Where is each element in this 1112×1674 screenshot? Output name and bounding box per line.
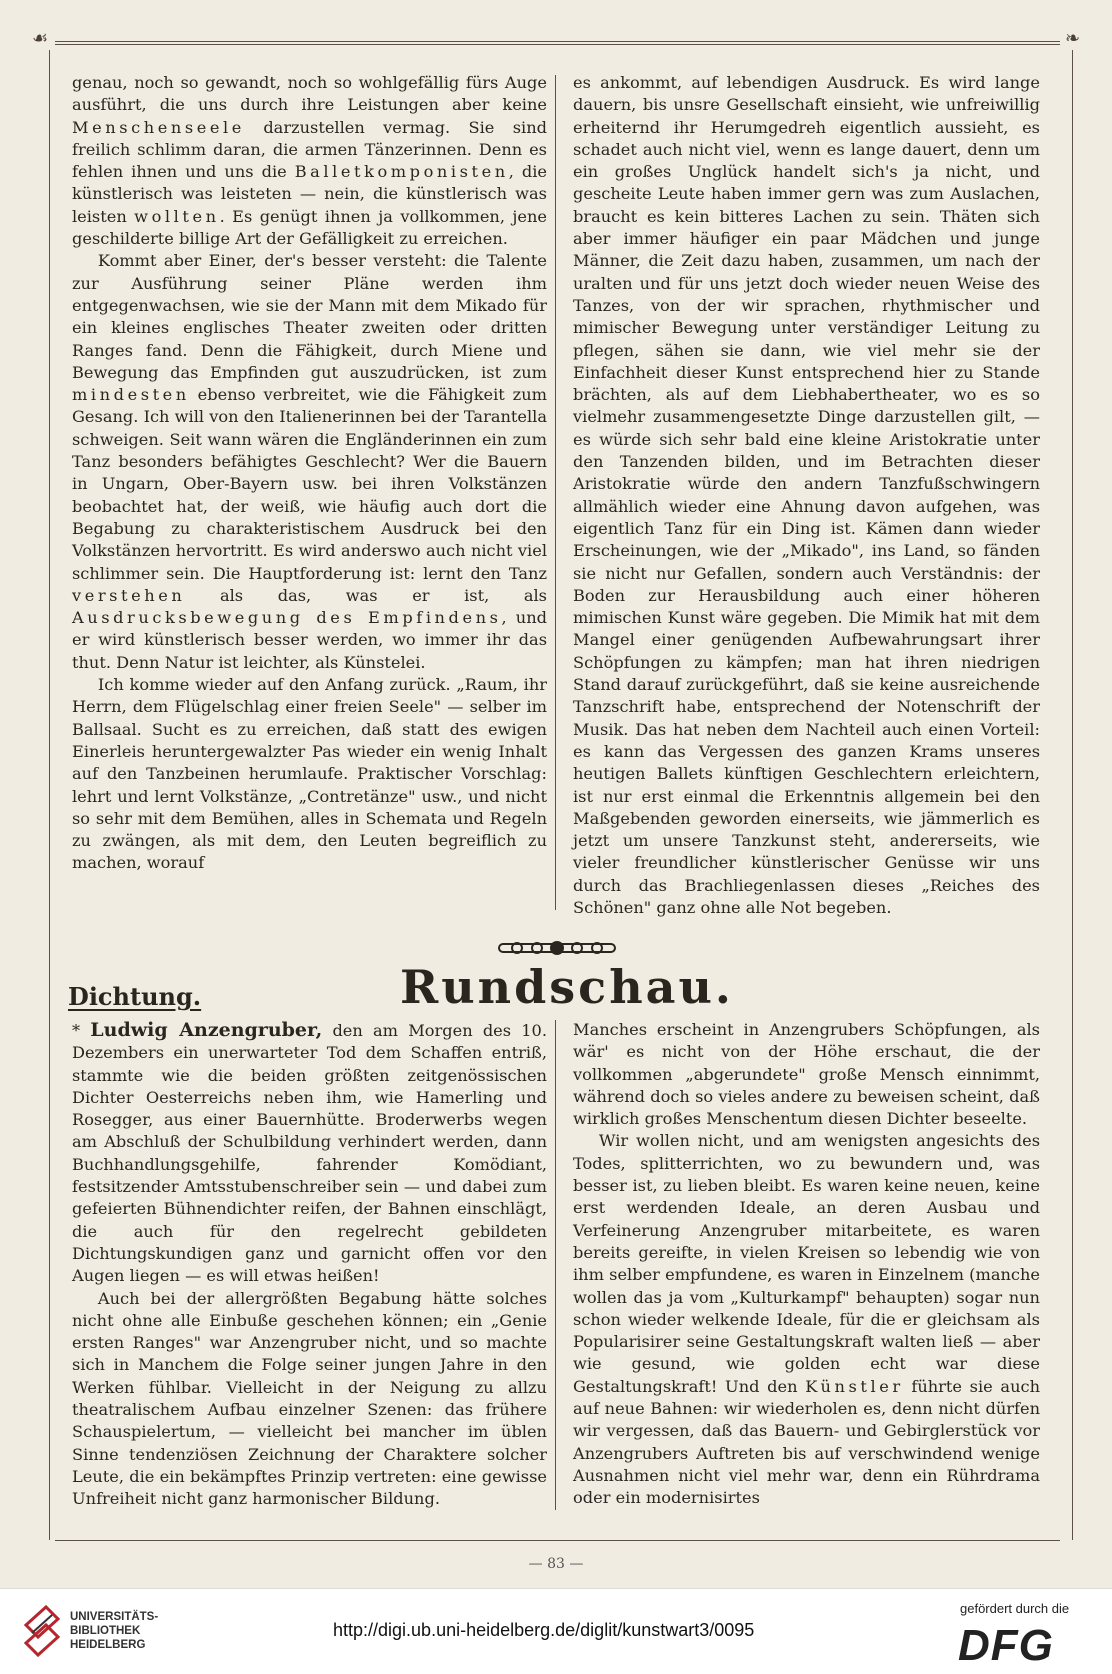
spaced-emphasis: Künstler [805, 1376, 904, 1396]
page-number: — 83 — [528, 1556, 584, 1572]
column-divider-bottom [555, 1020, 556, 1510]
spaced-emphasis: verstehen [72, 585, 186, 605]
top-right-column [573, 72, 1040, 919]
spaced-emphasis: Menschenseele [72, 117, 245, 137]
spaced-emphasis: Balletkomponisten [294, 162, 509, 182]
lead-marker: * [72, 1021, 81, 1040]
column-divider-top [555, 75, 556, 910]
bottom-left-column [72, 1019, 547, 1511]
section-label: Dichtung. [68, 982, 202, 1011]
paragraph: es ankommt, auf lebendigen Ausdruck. Es wird lange dauern, bis unsre Gesellschaft einsieht, wie unfreiwillig erheiternd ihr Herumgedreh eigentlich aussieht, es schadet auch nicht viel, wenn es lange dauert, denn um ein großes Unglück handelt sich's ja nicht, und gescheite Leute haben immer gern was zum Auslachen, braucht es kein bitteres Lachen zu sein. Thäten sich aber immer häufiger ein paar Mädchen und junge Männer, die Zeit dazu haben, zusammen, um nach der uralten und für uns jetzt doch wieder neuen Weise des Tanzes, von der wir sprachen, rhythmischer und mimischer Bewegung unter verständiger Leitung zu pflegen, sähen sie dann, wie viel mehr sie der Einfachheit dieser Kunst entsprechend hier zu Stande brächten, als auf dem Liebhabertheater, wo es so vielmehr zusammengesetzte Dinge darzustellen gilt, — es würde sich sehr bald eine kleine Aristokratie unter den Tanzenden bilden, und im Betrachten dieser Aristokratie würde den andern Tanzfußschwingern allmählich wieder eine Ahnung davon aufgehen, was eigentlich Tanz für ein Ding ist. Kämen dann wieder Erscheinungen, wie der „Mikado", ins Land, so fänden sie nicht nur Gefallen, sondern auch Verständnis: der Boden zur Herausbildung auch einer höheren mimischen Kunst wäre gegeben. Die Mimik hat mit dem Mangel einer genügenden Aufbewahrungsart ihrer Schöpfungen zu kämpfen; man hat ihren niedrigen Stand darauf zurückgeführt, daß sie keine ausreichende Tanzschrift habe, entsprechend der Notenschrift der Musik. Das hat neben dem Nachteil auch einen Vorteil: es kann das Vergessen des ganzen Krams unseres heutigen Ballets künftigen Geschlechtern erleichtern, ist nur erst einmal die Erkenntnis allgemein bei den Maßgebenden geworden einerseits, wie jämmerlich es jetzt um unsere Tanzkunst steht, andererseits, wie vieler freundlicher künstlerischer Genüsse wir uns durch das Brachliegenlassen dieses „Reiches des Schönen" ganz ohne alle Not begeben. [573, 73, 1040, 917]
paragraph: Kommt aber Einer, der's besser versteht: die Talente zur Ausführung seiner Pläne werden ihm entgegenwachsen, wie sie der Mann mit dem Mikado für ein kleines englisches Theater zweiten oder dritten Ranges fand. Denn die Fähigkeit, durch Miene und Bewegung das Empfinden gut auszudrücken, ist zum mindesten ebenso verbreitet, wie die Fähigkeit zum Gesang. Ich will von den Italienerinnen bei der Tarantella schweigen. Seit wann wären die Engländerinnen ein zum Tanz besonders befähigtes Geschlecht? Wer die Bauern in Ungarn, Ober-Bayern usw. bei ihren Volkstänzen beobachtet hat, der weiß, wie häufig auch dort die Begabung zu charakteristischem Ausdruck bei den Volkstänzen hervortritt. Es wird anderswo auch nicht viel schlimmer sein. Die Hauptforderung ist: lernt den Tanz verstehen als das, was er ist, als Ausdrucksbewegung des Empfindens, und er wird künstlerisch besser werden, wo immer ihr das thut. Denn Natur ist leichter, als Künstelei. [72, 251, 547, 672]
bottom-right-column [573, 1019, 1040, 1510]
lead-name: Ludwig Anzengruber, [90, 1019, 323, 1041]
left-frame-rule [49, 50, 50, 1540]
bottom-frame-rule [55, 1540, 1060, 1541]
footer-bar [0, 1588, 1112, 1674]
lead-paragraph [72, 1019, 547, 1288]
section-heading: Rundschau. [400, 960, 734, 1014]
funded-by-label: gefördert durch die [960, 1601, 1070, 1616]
source-url-link[interactable]: http://digi.ub.uni-heidelberg.de/diglit/kunstwart3/0095 [333, 1620, 755, 1640]
spaced-emphasis: Ausdrucksbewegung des Empfindens [72, 608, 502, 628]
bottom-left-rest [72, 1288, 547, 1511]
paragraph: genau, noch so gewandt, noch so wohlgefällig fürs Auge ausführt, die uns durch ihre Leistungen aber keine Menschenseele darzustellen vermag. Sie sind freilich schlimm daran, die armen Tänzerinnen. Denn es fehlen ihnen und uns die Balletkomponisten, die künstlerisch was leisteten — nein, die künstlerisch was leisten wollten. Es genügt ihnen ja vollkommen, jene geschilderte billige Art der Gefälligkeit zu erreichen. [72, 73, 547, 249]
dfg-logo: DFG [958, 1621, 1054, 1670]
corner-ornament-left: ☙ [32, 28, 49, 49]
top-frame-rule [55, 41, 1060, 42]
decorative-ornament-icon [497, 935, 617, 961]
lead-rest: den am Morgen des 10. Dezembers ein unerwarteter Tod dem Schaffen entriß, stammte wie die beiden größten zeitgenössischen Dichter Oesterreichs neben ihm, wie Hamerling und Rosegger, aus einer Bauernhütte. Broderwerbs wegen am Abschluß der Schulbildung verhindert werden, dann Buchhandlungsgehilfe, fahrender Komödiant, festsitzender Amtsstubenschreiber sein — und dabei zum gefeierten Bühnendichter reifen, der Bahnen einschlägt, die auch für den regelrecht gebildeten Dichtungskundigen ganz und garnicht offen vor den Augen liegen — es will etwas heißen! [72, 1021, 547, 1286]
paragraph: Ich komme wieder auf den Anfang zurück. „Raum, ihr Herrn, dem Flügelschlag einer freien Seele" — selber im Ballsaal. Sucht es zu erreichen, daß statt des ewigen Einerleis heruntergewalzter Pas wieder ein wenig Inhalt auf den Tanzbeinen herumlaufe. Praktischer Vorschlag: lehrt und lernt Volkstänze, „Contretänze" usw., und nicht so sehr mit dem Bemühen, alles in Schemata und Regeln zu zwängen, als mit dem, den Leuten begreiflich zu machen, worauf [72, 675, 547, 873]
university-library-logo-icon [22, 1603, 62, 1659]
spaced-emphasis: mindesten [72, 385, 190, 405]
top-frame-rule-inner [55, 44, 1060, 45]
right-frame-rule [1072, 50, 1073, 1540]
top-left-column [72, 72, 547, 875]
spaced-emphasis: wollten [134, 206, 220, 226]
paragraph: Manches erscheint in Anzengrubers Schöpfungen, als wär' es nicht von der Höhe erschaut, die der vollkommen „abgerundete" große Mensch einnimmt, während doch so vieles andere zu beweisen scheint, daß wirklich großes Menschentum diesen Dichter beseelte. [573, 1020, 1040, 1129]
institution-name: UNIVERSITÄTS- BIBLIOTHEK HEIDELBERG [70, 1611, 159, 1651]
corner-ornament-right: ❧ [1065, 28, 1081, 49]
paragraph: Wir wollen nicht, und am wenigsten angesichts des Todes, splitterrichten, wo zu bewundern und, was besser ist, zu lieben bleibt. Es waren keine neuen, keine erst werdenden Ideale, an deren Ausbau und Verfeinerung Anzengruber mitarbeitete, es waren bereits gereifte, in vielen Kreisen so lebendig wie von ihm selber empfundene, es waren in Einzelnem (manche wollen das ja vom „Kulturkampf" behaupten) sogar nun schon wieder welkende Ideale, für die er gleichsam als Popularisirer seine Gestaltungskraft walten ließ — aber wie gesund, wie golden echt war diese Gestaltungskraft! Und den Künstler führte sie auch auf neue Bahnen: wir wiederholen es, denn nicht dürfen wir vergessen, daß das Bauern- und Gebirglerstück vor Anzengrubers Auftreten bis auf verschwindend wenige Ausnahmen nicht viel mehr war, denn ein Rührdrama oder ein modernisirtes [573, 1131, 1040, 1508]
paragraph: Auch bei der allergrößten Begabung hätte solches nicht ohne alle Einbuße geschehen können; ein „Genie ersten Ranges" war Anzengruber nicht, und so machte sich in Manchem die Folge seiner jungen Jahre in den Werken fühlbar. Vielleicht in der Neigung zu allzu theatralischem Aufbau einzelner Szenen: das frühere Schauspielertum, — vielleicht bei mancher im üblen Sinne tendenziösen Zeichnung der Charaktere solcher Leute, die ein bekämpftes Prinzip vertreten: eine gewisse Unfreiheit nicht ganz harmonischer Bildung. [72, 1288, 547, 1509]
